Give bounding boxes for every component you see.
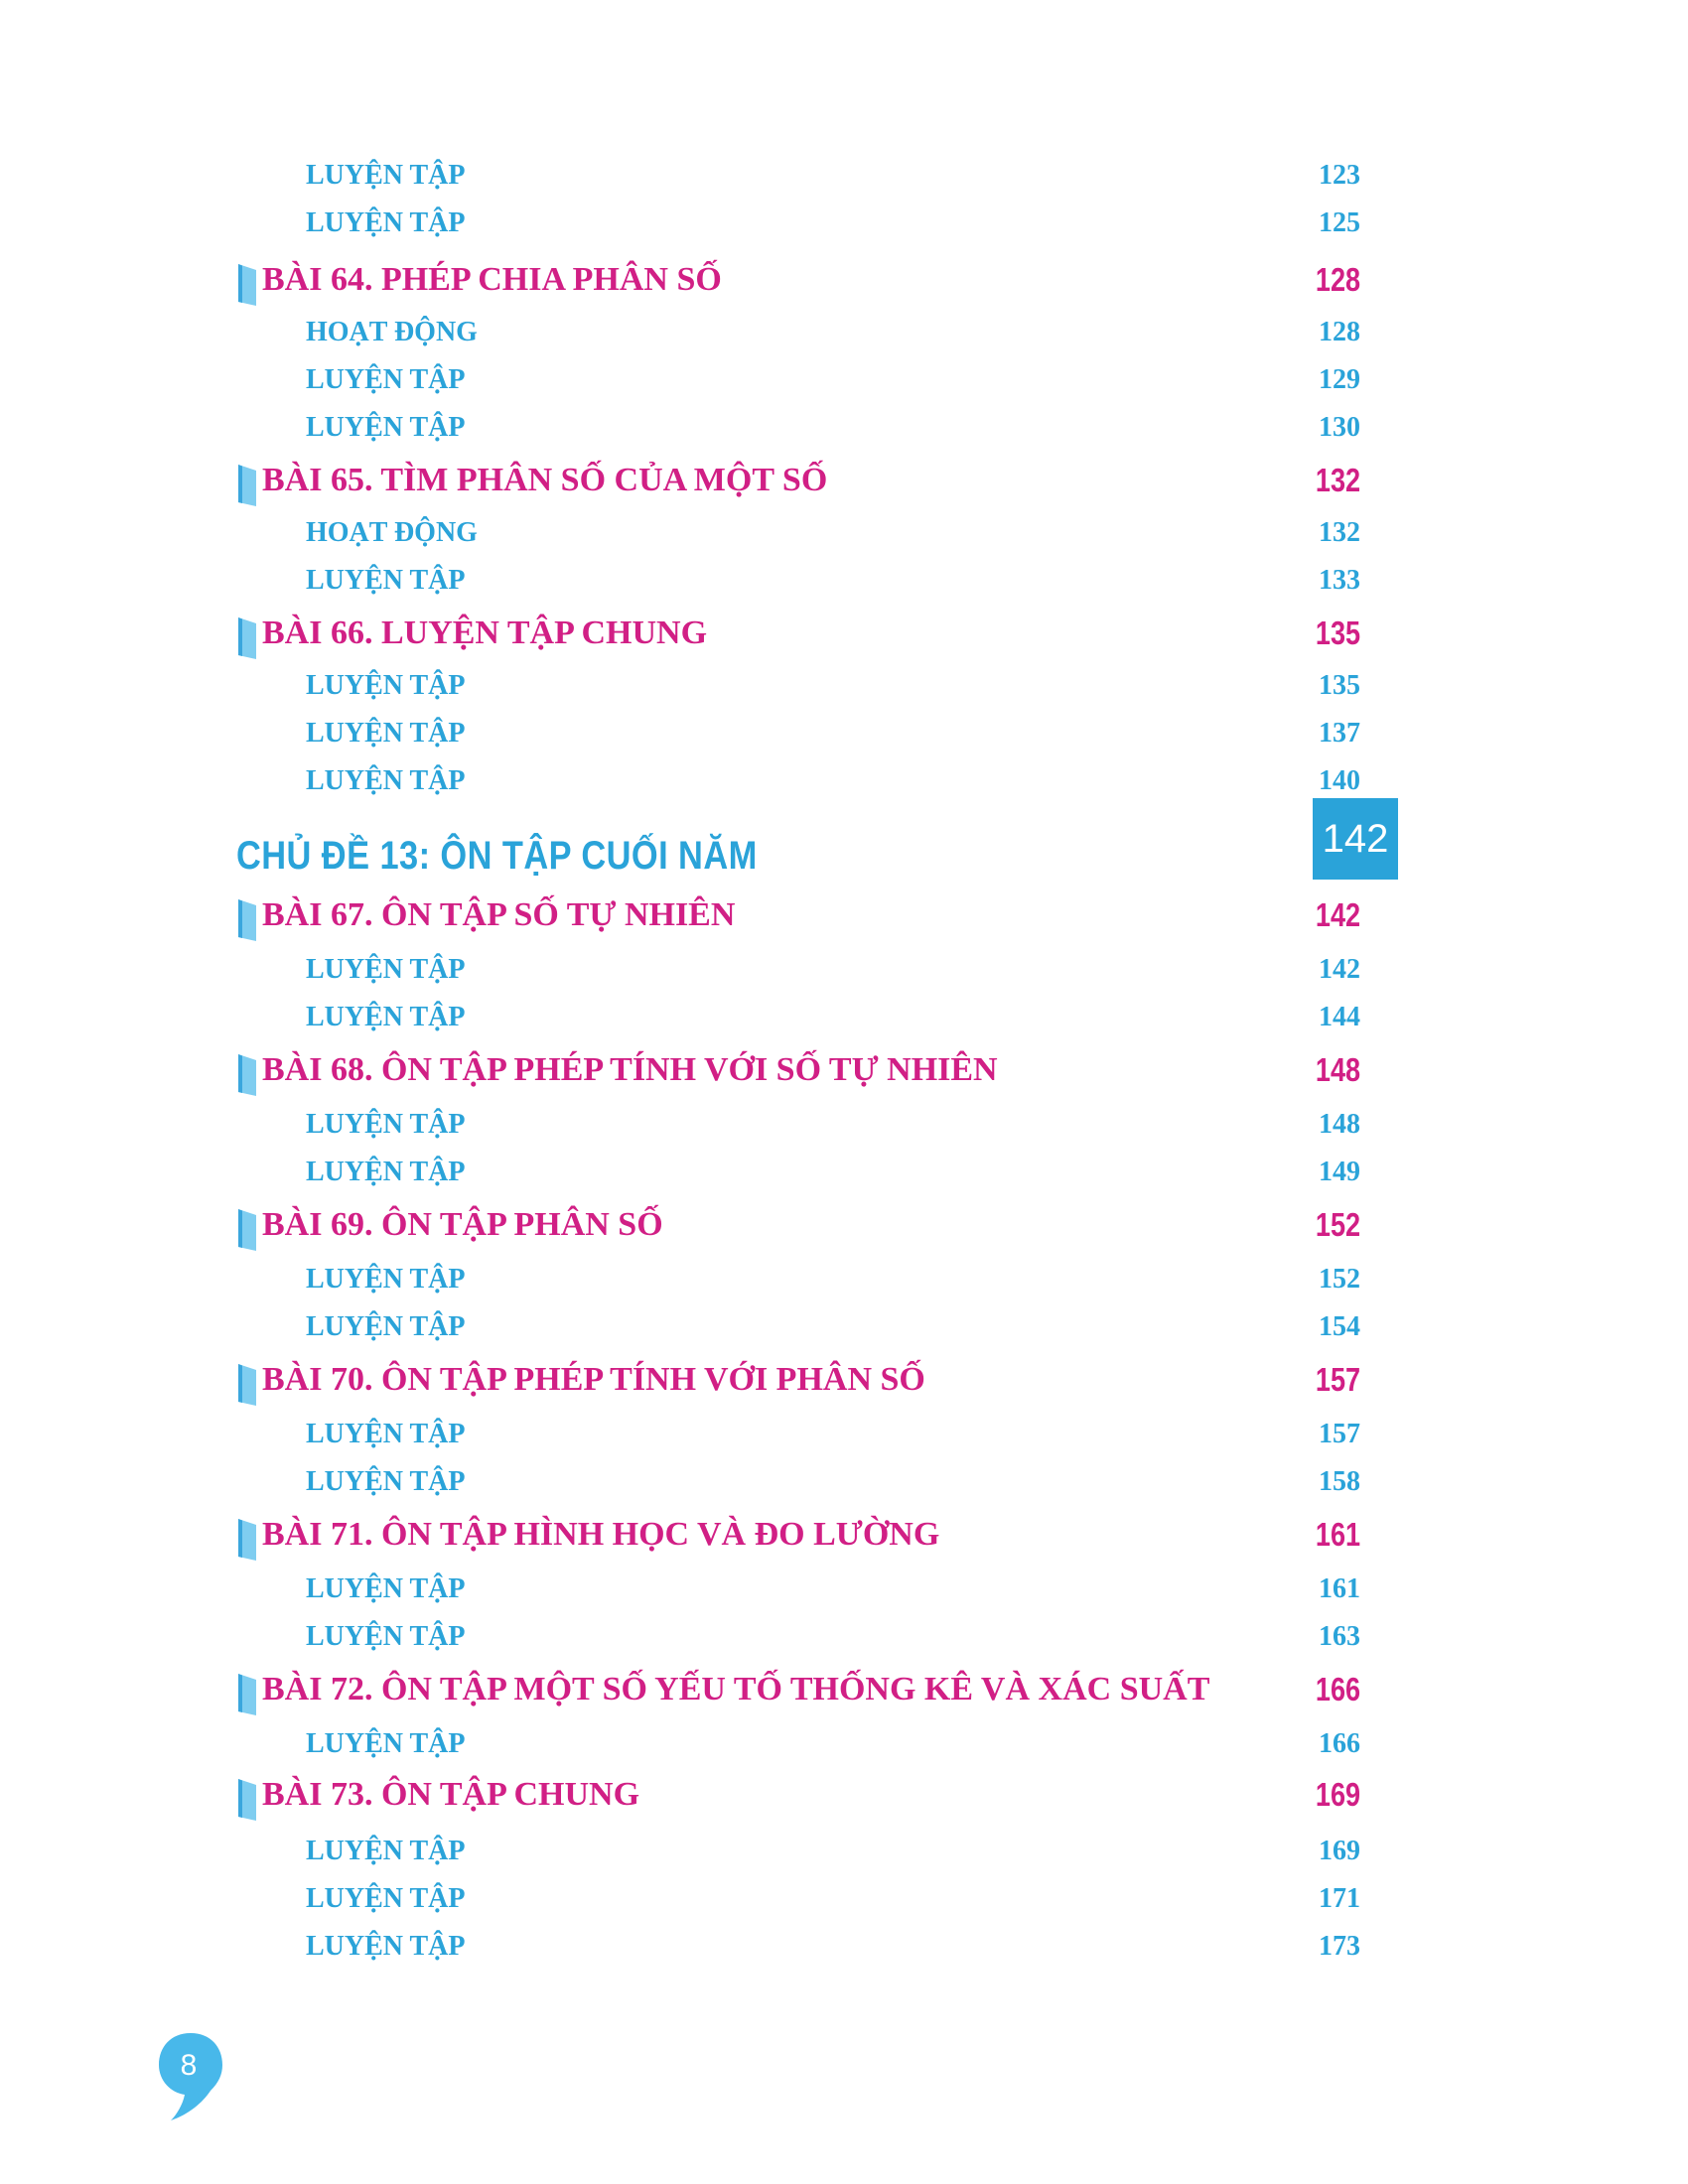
subentry-label: LUYỆN TẬP — [306, 670, 466, 701]
lesson-page-number: 142 — [1315, 896, 1360, 933]
subentry-page-number: 129 — [1319, 364, 1360, 395]
subentry-label: LUYỆN TẬP — [306, 207, 466, 238]
lesson-page-number: 135 — [1315, 614, 1360, 651]
subentry-label: LUYỆN TẬP — [306, 1264, 466, 1295]
subentry-page-number: 169 — [1319, 1836, 1360, 1866]
subentry-label: LUYỆN TẬP — [306, 1311, 466, 1342]
topic-page-badge: 142 — [1313, 798, 1398, 880]
lesson-title: BÀI 72. ÔN TẬP MỘT SỐ YẾU TỐ THỐNG KÊ VÀ XÁC SUẤT — [262, 1671, 1210, 1707]
lesson-page-number: 128 — [1315, 261, 1360, 298]
subentry-label: LUYỆN TẬP — [306, 718, 466, 749]
subentry-label: LUYỆN TẬP — [306, 1573, 466, 1604]
lesson-bookmark-icon — [236, 262, 258, 306]
lesson-page-number: 157 — [1315, 1361, 1360, 1398]
lesson-page-number: 132 — [1315, 462, 1360, 498]
subentry-page-number: 163 — [1319, 1621, 1360, 1652]
subentry-label: LUYỆN TẬP — [306, 954, 466, 985]
subentry-page-number: 142 — [1319, 954, 1360, 985]
lesson-page-number: 148 — [1315, 1051, 1360, 1088]
lesson-title: BÀI 70. ÔN TẬP PHÉP TÍNH VỚI PHÂN SỐ — [262, 1361, 925, 1398]
lesson-bookmark-icon — [236, 1207, 258, 1251]
subentry-page-number: 157 — [1319, 1419, 1360, 1449]
lesson-title: BÀI 73. ÔN TẬP CHUNG — [262, 1776, 640, 1813]
subentry-page-number: 128 — [1319, 317, 1360, 347]
subentry-label: LUYỆN TẬP — [306, 1157, 466, 1187]
lesson-bookmark-icon — [236, 1362, 258, 1406]
subentry-label: LUYỆN TẬP — [306, 1419, 466, 1449]
lesson-title: BÀI 64. PHÉP CHIA PHÂN SỐ — [262, 261, 722, 298]
lesson-bookmark-icon — [236, 1517, 258, 1561]
lesson-title: BÀI 65. TÌM PHÂN SỐ CỦA MỘT SỐ — [262, 462, 828, 498]
subentry-page-number: 171 — [1319, 1883, 1360, 1914]
subentry-label: LUYỆN TẬP — [306, 1466, 466, 1497]
subentry-label: LUYỆN TẬP — [306, 1621, 466, 1652]
subentry-label: LUYỆN TẬP — [306, 1728, 466, 1759]
lesson-title: BÀI 68. ÔN TẬP PHÉP TÍNH VỚI SỐ TỰ NHIÊN — [262, 1051, 998, 1088]
lesson-bookmark-icon — [236, 1672, 258, 1715]
subentry-page-number: 152 — [1319, 1264, 1360, 1295]
subentry-page-number: 137 — [1319, 718, 1360, 749]
lesson-page-number: 166 — [1315, 1671, 1360, 1707]
subentry-page-number: 123 — [1319, 160, 1360, 191]
lesson-page-number: 161 — [1315, 1516, 1360, 1553]
subentry-label: LUYỆN TẬP — [306, 160, 466, 191]
subentry-label: LUYỆN TẬP — [306, 1836, 466, 1866]
subentry-label: HOẠT ĐỘNG — [306, 517, 478, 548]
subentry-label: LUYỆN TẬP — [306, 1109, 466, 1140]
subentry-page-number: 166 — [1319, 1728, 1360, 1759]
subentry-page-number: 144 — [1319, 1002, 1360, 1032]
lesson-title: BÀI 71. ÔN TẬP HÌNH HỌC VÀ ĐO LƯỜNG — [262, 1516, 940, 1553]
lesson-bookmark-icon — [236, 615, 258, 659]
lesson-title: BÀI 66. LUYỆN TẬP CHUNG — [262, 614, 708, 651]
subentry-label: LUYỆN TẬP — [306, 412, 466, 443]
subentry-page-number: 140 — [1319, 765, 1360, 796]
subentry-label: HOẠT ĐỘNG — [306, 317, 478, 347]
subentry-page-number: 133 — [1319, 565, 1360, 596]
subentry-label: LUYỆN TẬP — [306, 1931, 466, 1962]
lesson-title: BÀI 67. ÔN TẬP SỐ TỰ NHIÊN — [262, 896, 736, 933]
lesson-page-number: 169 — [1315, 1776, 1360, 1813]
subentry-label: LUYỆN TẬP — [306, 565, 466, 596]
subentry-page-number: 173 — [1319, 1931, 1360, 1962]
subentry-page-number: 148 — [1319, 1109, 1360, 1140]
subentry-label: LUYỆN TẬP — [306, 364, 466, 395]
subentry-page-number: 130 — [1319, 412, 1360, 443]
subentry-page-number: 132 — [1319, 517, 1360, 548]
subentry-page-number: 135 — [1319, 670, 1360, 701]
page-number: 8 — [180, 2049, 198, 2082]
lesson-bookmark-icon — [236, 897, 258, 941]
subentry-page-number: 154 — [1319, 1311, 1360, 1342]
lesson-bookmark-icon — [236, 1052, 258, 1096]
topic-title: CHỦ ĐỀ 13: ÔN TẬP CUỐI NĂM — [236, 834, 758, 878]
lesson-bookmark-icon — [236, 1777, 258, 1821]
lesson-page-number: 152 — [1315, 1206, 1360, 1243]
subentry-label: LUYỆN TẬP — [306, 1002, 466, 1032]
subentry-page-number: 158 — [1319, 1466, 1360, 1497]
subentry-page-number: 161 — [1319, 1573, 1360, 1604]
lesson-title: BÀI 69. ÔN TẬP PHÂN SỐ — [262, 1206, 663, 1243]
subentry-label: LUYỆN TẬP — [306, 1883, 466, 1914]
lesson-bookmark-icon — [236, 463, 258, 506]
subentry-page-number: 125 — [1319, 207, 1360, 238]
subentry-page-number: 149 — [1319, 1157, 1360, 1187]
subentry-label: LUYỆN TẬP — [306, 765, 466, 796]
